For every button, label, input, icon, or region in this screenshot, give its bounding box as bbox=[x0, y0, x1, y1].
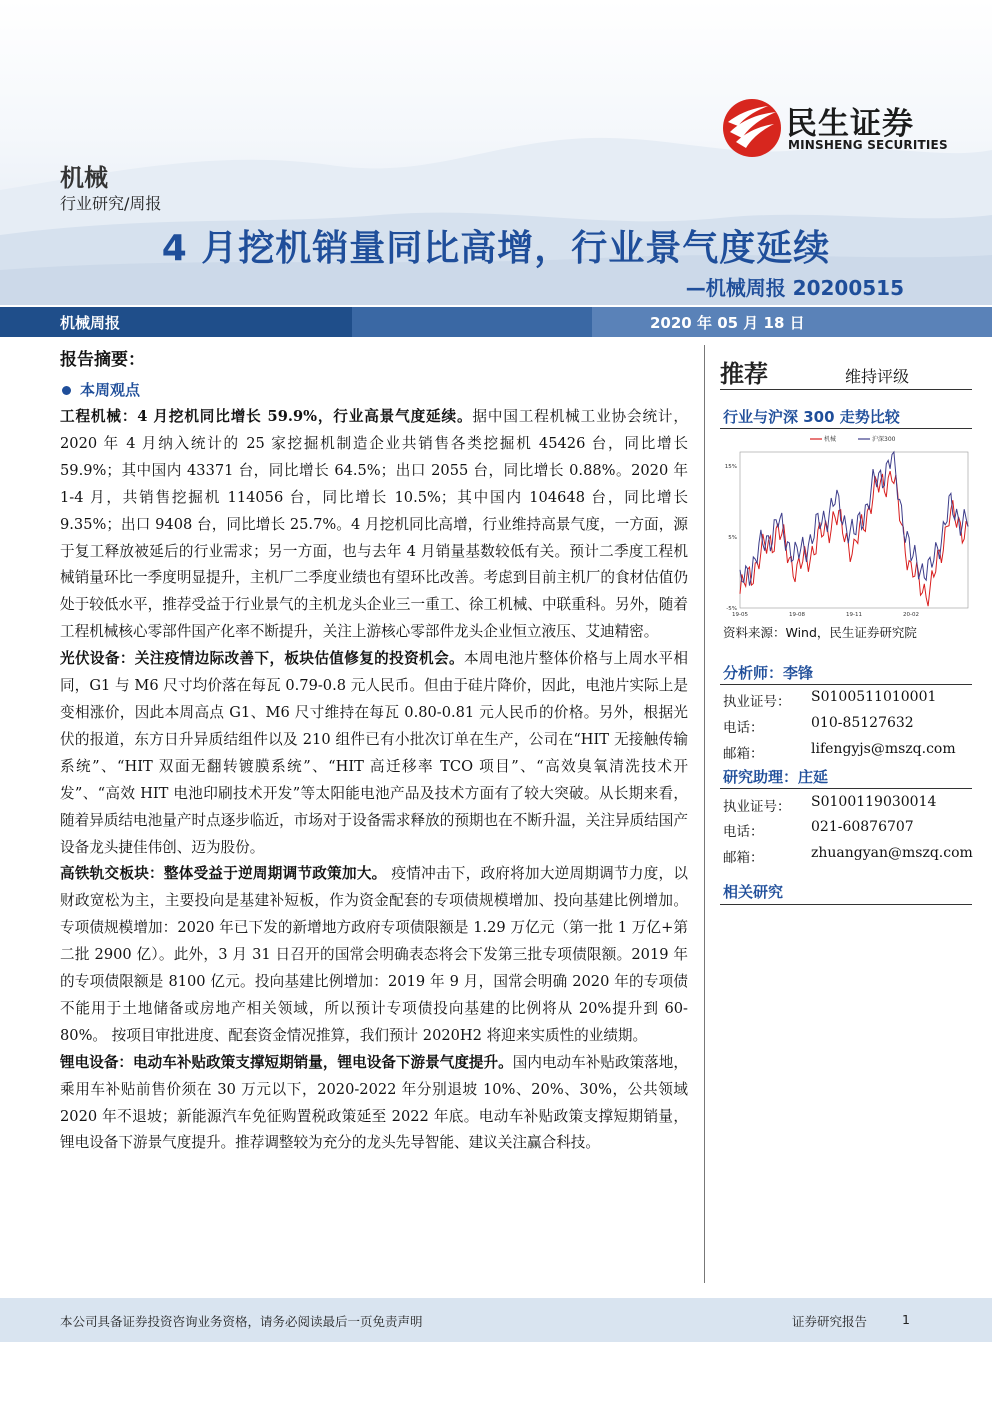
sector-label: 机械 bbox=[60, 164, 108, 192]
footer-report-type: 证券研究报告 bbox=[792, 1314, 868, 1329]
x-tick-label: 20-02 bbox=[903, 612, 919, 618]
chart-heading: 行业与沪深 300 走势比较 bbox=[723, 408, 900, 426]
assistant-license: S0100119030014 bbox=[811, 794, 937, 810]
divider bbox=[720, 904, 972, 905]
series-line bbox=[740, 452, 968, 586]
assistant-phone-label: 电话： bbox=[723, 824, 764, 840]
paragraph bbox=[60, 861, 688, 1049]
paragraph-text: 疫情冲击下，政府将加大逆周期调节力度，以财政宽松为主，主要投向是基建补短板，作为资金配套的专项债规模增加、投向基建比例增加。 专项债规模增加：2020 年已下发的新增地方政府专项债限额是 1.29 万亿元（第一批 1 万亿+第二批 2900 亿）。此外，3 月 31 日召开的国常会明确表态将会下发第三批专项债限额。2019 年的专项债限额是 8100 亿元。投向基建比例增加：2019 年 9 月，国常会明确 2020 年的专项债不能用于土地储备或房地产相关领域，所以预计专项债投向基建的比例将从 20%提升到 60-80%。 按项目审批进度、配套资金情况推算，我们预计 2020H2 将迎来实质性的业绩期。 bbox=[60, 865, 688, 1044]
y-tick-label: 15% bbox=[724, 464, 737, 471]
page-number: 1 bbox=[902, 1312, 910, 1327]
divider bbox=[720, 684, 972, 685]
chart-source: 资料来源：Wind，民生证券研究院 bbox=[723, 625, 917, 640]
analyst-email-label: 邮箱： bbox=[723, 746, 764, 762]
y-tick-label: -5% bbox=[726, 606, 737, 612]
paragraph-lead: 光伏设备：关注疫情边际改善下，板块估值修复的投资机会。 bbox=[60, 650, 464, 668]
x-tick-label: 19-05 bbox=[732, 612, 748, 618]
summary-body bbox=[60, 404, 688, 1157]
paragraph-lead: 高铁轨交板块：整体受益于逆周期调节政策加大。 bbox=[60, 865, 387, 883]
series-line bbox=[740, 471, 968, 606]
brand-logo bbox=[722, 98, 962, 158]
footer-disclaimer: 本公司具备证券投资咨询业务资格，请务必阅读最后一页免责声明 bbox=[60, 1314, 423, 1329]
series-label: 机械周报 bbox=[60, 314, 121, 332]
analyst-email[interactable]: lifengyjs@mszq.com bbox=[811, 741, 956, 757]
paragraph-lead: 工程机械：4 月挖机同比增长 59.9%，行业高景气度延续。 bbox=[60, 408, 473, 425]
assistant-heading: 研究助理：庄延 bbox=[723, 768, 829, 786]
section-heading: 本周观点 bbox=[62, 379, 140, 400]
x-tick-label: 19-08 bbox=[789, 612, 805, 618]
chart-legend bbox=[810, 435, 896, 443]
analyst-heading: 分析师：李锋 bbox=[723, 664, 814, 682]
report-date: 2020 年 05 月 18 日 bbox=[650, 314, 805, 332]
report-title: 4 月挖机销量同比高增，行业景气度延续 bbox=[161, 228, 831, 269]
analyst-license: S0100511010001 bbox=[811, 689, 937, 705]
x-tick-label: 19-11 bbox=[846, 612, 862, 618]
divider bbox=[720, 788, 972, 789]
related-research-heading: 相关研究 bbox=[723, 883, 784, 901]
document-type: 行业研究/周报 bbox=[60, 194, 162, 213]
rating-label: 维持评级 bbox=[845, 367, 910, 386]
recommendation: 推荐 bbox=[720, 360, 768, 388]
report-info-bar bbox=[0, 307, 992, 337]
paragraph bbox=[60, 1050, 688, 1158]
paragraph-lead: 锂电设备：电动车补贴政策支撑短期销量，锂电设备下游景气度提升。 bbox=[60, 1053, 513, 1071]
paragraph-text: 本周电池片整体价格与上周水平相同，G1 与 M6 尺寸均价落在每瓦 0.79-0.8 元人民币。但由于硅片降价，因此，电池片实际上是变相涨价，因此本周高点 G1、M6 尺寸维持在每瓦 0.80-0.81 元人民币的价格。另外，根据光伏的报道，东方日升异质结组件以及 210 组件已有小批次订单在生产，公司在“HIT 无接触传输系统”、“HIT 双面无翻转镀膜系统”、“HIT 高迁移率 TCO 项目”、“高效臭氧清洗技术开发”、“高效 HIT 电池印刷技术开发”等太阳能电池产品及技术方面有了较大突破。从长期来看，随着异质结电池量产时点逐步临近，市场对于设备需求释放的预期也在不断升温，关注异质结国产设备龙头捷佳伟创、迈为股份。 bbox=[60, 650, 688, 856]
legend-label: 机械 bbox=[824, 436, 837, 443]
y-tick-label: 5% bbox=[728, 535, 737, 542]
summary-heading: 报告摘要： bbox=[60, 350, 145, 370]
brand-name-cn: 民生证券 bbox=[786, 106, 914, 142]
divider bbox=[720, 428, 972, 429]
analyst-license-label: 执业证号： bbox=[723, 694, 791, 710]
report-subtitle: —机械周报 20200515 bbox=[685, 276, 904, 300]
paragraph bbox=[60, 646, 688, 861]
paragraph-text: 据中国工程机械工业协会统计，2020 年 4 月纳入统计的 25 家挖掘机制造企业共销售各类挖掘机 45426 台，同比增长 59.9%；其中国内 43371 台，同比增长 64.5%；出口 2055 台，同比增长 0.88%。2020 年 1-4 月，共销售挖掘机 114056 台，同比增长 10.5%；其中国内 104648 台，同比增长 9.35%；出口 9408 台，同比增长 25.7%。4 月挖机同比高增，行业维持高景气度，一方面，源于复工释放被延后的行业需求；另一方面，也与去年 4 月销量基数较低有关。预计二季度工程机械销量环比一季度明显提升，主机厂二季度业绩也有望环比改善。考虑到目前主机厂的食材估值仍处于较低水平，推荐受益于行业景气的主机龙头企业三一重工、徐工机械、中联重科。另外，随着工程机械核心零部件国产化率不断提升，关注上游核心零部件龙头企业恒立液压、艾迪精密。 bbox=[60, 408, 688, 641]
divider bbox=[720, 389, 972, 390]
trend-chart bbox=[718, 430, 973, 620]
paragraph bbox=[60, 404, 688, 646]
assistant-email-label: 邮箱： bbox=[723, 850, 764, 866]
analyst-phone: 010-85127632 bbox=[811, 715, 914, 731]
minsheng-logo-icon bbox=[722, 98, 782, 158]
paragraph-text: 国内电动车补贴政策落地，乘用车补贴前售价须在 30 万元以下，2020-2022 年分别退坡 10%、20%、30%，公共领域 2020 年不退坡；新能源汽车免征购置税政策延至 2022 年底。电动车补贴政策支撑短期销量，锂电设备下游景气度提升。推荐调整较为充分的龙头先导智能、建议关注赢合科技。 bbox=[60, 1053, 688, 1152]
assistant-email[interactable]: zhuangyan@mszq.com bbox=[811, 845, 973, 861]
column-divider bbox=[704, 345, 705, 1283]
chart-plot bbox=[740, 452, 968, 606]
page-footer bbox=[0, 1298, 992, 1342]
brand-name-en: MINSHENG SECURITIES bbox=[788, 138, 948, 152]
legend-label: 沪深300 bbox=[872, 436, 896, 443]
analyst-phone-label: 电话： bbox=[723, 720, 764, 736]
assistant-license-label: 执业证号： bbox=[723, 799, 791, 815]
assistant-phone: 021-60876707 bbox=[811, 819, 914, 835]
bullet-icon bbox=[62, 386, 71, 395]
